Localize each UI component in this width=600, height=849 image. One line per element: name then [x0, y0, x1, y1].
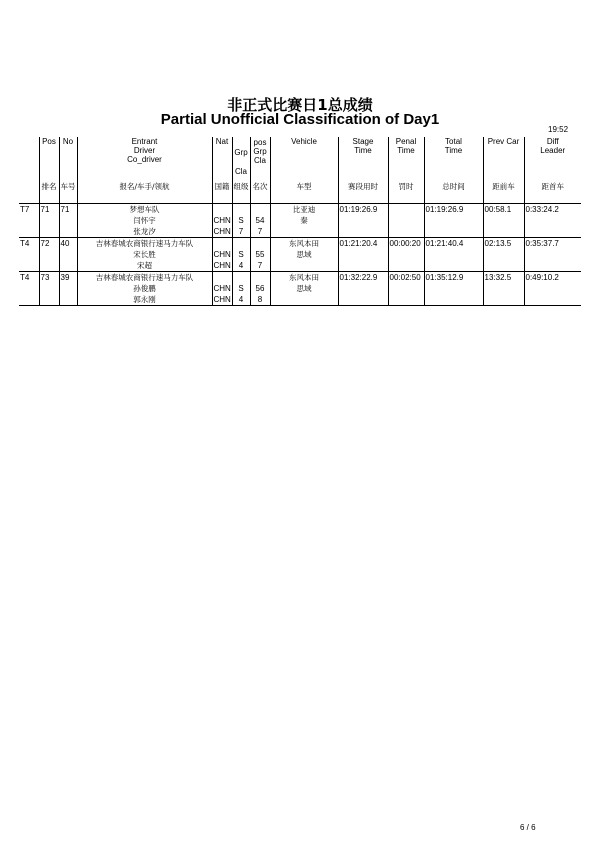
penal-time-cell: 00:02:50 — [388, 272, 424, 306]
col-header-grp-label: Grp — [234, 148, 248, 157]
prev-car-cell: 13:32.5 — [483, 272, 524, 306]
pos-cla-value: 8 — [257, 295, 263, 304]
vehicle-make: 东风本田 — [289, 273, 319, 282]
grp-value: S — [238, 216, 244, 225]
pos-grp-cla-cell — [250, 238, 270, 272]
nat-cell — [212, 204, 232, 238]
col-header-total-time: Total Time — [424, 137, 483, 181]
col-header-cn-prev-car: 距前车 — [483, 181, 524, 204]
grp-cla-cell — [232, 238, 250, 272]
total-time-cell: 01:35:12.9 — [424, 272, 483, 306]
vehicle-cell — [270, 204, 338, 238]
pos-grp-value: 54 — [255, 216, 265, 225]
nat-co-driver: CHN — [213, 295, 231, 304]
entrant-name: 梦想车队 — [129, 205, 160, 214]
col-header-cn-vehicle: 车型 — [270, 181, 338, 204]
cla-value: 7 — [238, 227, 244, 236]
no-cell: 39 — [59, 272, 77, 306]
pos-cla-value: 7 — [257, 227, 263, 236]
grp-cla-cell — [232, 204, 250, 238]
co-driver-name: 张龙汐 — [133, 227, 156, 236]
entrant-cell — [77, 272, 212, 306]
cla-value: 4 — [238, 261, 244, 270]
diff-leader-cell: 0:49:10.2 — [524, 272, 581, 306]
pos-cla-value: 7 — [257, 261, 263, 270]
vehicle-model: 秦 — [300, 216, 308, 225]
col-header-penal-time: Penal Time — [388, 137, 424, 181]
driver-name: 闫怀宇 — [133, 216, 156, 225]
header-row-chinese — [19, 181, 581, 204]
col-header-grp — [232, 137, 250, 181]
pos-cell: 71 — [39, 204, 59, 238]
diff-leader-cell: 0:35:37.7 — [524, 238, 581, 272]
col-header-cla-label: Cla — [234, 167, 247, 176]
pos-grp-value: 55 — [255, 250, 265, 259]
driver-name: 孙俊鹏 — [133, 284, 156, 293]
col-header-cn-pos: 排名 — [39, 181, 59, 204]
entrant-cell — [77, 204, 212, 238]
pos-cell: 72 — [39, 238, 59, 272]
pos-grp-value: 56 — [255, 284, 265, 293]
co-driver-name: 郭永刚 — [133, 295, 156, 304]
col-header-nat: Nat — [212, 137, 232, 181]
stage-time-cell: 01:21:20.4 — [338, 238, 388, 272]
entrant-cell — [77, 238, 212, 272]
table-row — [19, 204, 581, 238]
col-header-cn-nat: 国籍 — [212, 181, 232, 204]
total-time-cell: 01:21:40.4 — [424, 238, 483, 272]
col-header-class — [19, 137, 39, 181]
col-header-cn-class — [19, 181, 39, 204]
col-header-cn-stage-time: 赛段用时 — [338, 181, 388, 204]
nat-driver: CHN — [213, 284, 231, 293]
driver-name: 宋长胜 — [133, 250, 156, 259]
nat-co-driver: CHN — [213, 227, 231, 236]
class-cell: T7 — [20, 205, 30, 214]
no-cell: 71 — [59, 204, 77, 238]
nat-cell — [212, 238, 232, 272]
vehicle-cell — [270, 238, 338, 272]
table-row — [19, 238, 581, 272]
col-header-pos-grp-cla: pos Grp Cla — [250, 137, 270, 181]
class-cell: T4 — [20, 239, 30, 248]
col-header-no: No — [59, 137, 77, 181]
print-time: 19:52 — [548, 125, 569, 134]
nat-cell — [212, 272, 232, 306]
header-row-english — [19, 137, 581, 181]
col-header-cn-entrant: 报名/车手/领航 — [77, 181, 212, 204]
col-header-cn-grp: 组级 — [232, 181, 250, 204]
table-row — [19, 272, 581, 306]
prev-car-cell: 02:13.5 — [483, 238, 524, 272]
vehicle-make: 比亚迪 — [292, 205, 316, 214]
co-driver-name: 宋超 — [137, 261, 152, 270]
grp-value: S — [238, 250, 244, 259]
col-header-prev-car: Prev Car — [483, 137, 524, 181]
pos-grp-cla-cell — [250, 272, 270, 306]
pos-cell: 73 — [39, 272, 59, 306]
cla-value: 4 — [238, 295, 244, 304]
diff-leader-cell: 0:33:24.2 — [524, 204, 581, 238]
vehicle-cell — [270, 272, 338, 306]
vehicle-make: 东风本田 — [289, 239, 319, 248]
entrant-name: 吉林春城农商银行速马力车队 — [95, 239, 194, 248]
no-cell: 40 — [59, 238, 77, 272]
col-header-cn-total-time: 总时间 — [424, 181, 483, 204]
col-header-entrant: Entrant Driver Co_driver — [77, 137, 212, 181]
col-header-pos: Pos — [39, 137, 59, 181]
nat-co-driver: CHN — [213, 261, 231, 270]
pos-grp-cla-cell — [250, 204, 270, 238]
grp-cla-cell — [232, 272, 250, 306]
vehicle-model: 思域 — [296, 284, 312, 293]
entrant-name: 吉林春城农商银行速马力车队 — [95, 273, 194, 282]
col-header-vehicle: Vehicle — [270, 137, 338, 181]
nat-driver: CHN — [213, 250, 231, 259]
page-number: 6 / 6 — [520, 823, 536, 832]
prev-car-cell: 00:58.1 — [483, 204, 524, 238]
penal-time-cell — [388, 204, 424, 238]
col-header-cn-diff-leader: 距首车 — [524, 181, 581, 204]
page-title-english: Partial Unofficial Classification of Day1 — [160, 111, 440, 128]
stage-time-cell: 01:32:22.9 — [338, 272, 388, 306]
col-header-cn-penal-time: 罚时 — [388, 181, 424, 204]
nat-driver: CHN — [213, 216, 231, 225]
col-header-cn-pos-grp: 名次 — [250, 181, 270, 204]
col-header-cn-no: 车号 — [59, 181, 77, 204]
total-time-cell: 01:19:26.9 — [424, 204, 483, 238]
vehicle-model: 思域 — [296, 250, 312, 259]
col-header-diff-leader: Diff Leader — [524, 137, 581, 181]
page-title-chinese: 非正式比赛日1总成绩 — [227, 96, 373, 114]
stage-time-cell: 01:19:26.9 — [338, 204, 388, 238]
class-cell: T4 — [20, 273, 30, 282]
grp-value: S — [238, 284, 244, 293]
penal-time-cell: 00:00:20 — [388, 238, 424, 272]
classification-table — [19, 137, 581, 306]
col-header-stage-time: Stage Time — [338, 137, 388, 181]
